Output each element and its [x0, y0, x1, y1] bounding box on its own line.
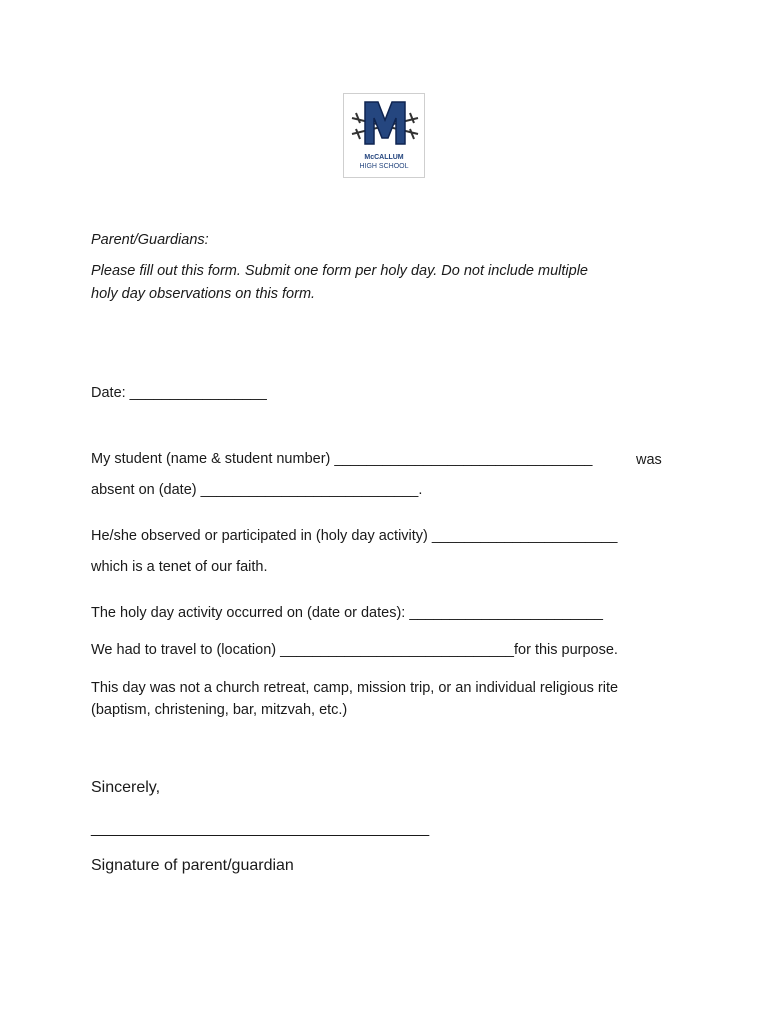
student-line-end: was	[636, 452, 662, 468]
signature-label: Signature of parent/guardian	[91, 857, 294, 874]
sincerely-text: Sincerely,	[91, 779, 161, 796]
signature-field[interactable]: ______________________________________	[91, 820, 430, 837]
holy-day-activity-field[interactable]: He/she observed or participated in (holy day activity) _______________________	[91, 528, 618, 544]
absent-date-field[interactable]: absent on (date) ___________________________.	[91, 482, 423, 498]
not-retreat-line-2: (baptism, christening, bar, mitzvah, etc.)	[91, 702, 348, 718]
instructions-line-1: Please fill out this form. Submit one form per holy day. Do not include multiple	[91, 263, 588, 279]
instructions-line-2: holy day observations on this form.	[91, 286, 316, 302]
logo-school-name: McCALLUM	[364, 154, 404, 161]
greeting: Parent/Guardians:	[91, 232, 209, 248]
occurred-dates-field[interactable]: The holy day activity occurred on (date or dates): ________________________	[91, 605, 603, 621]
school-crest-icon	[348, 98, 422, 146]
not-retreat-line-1: This day was not a church retreat, camp, mission trip, or an individual religious rite	[91, 680, 619, 696]
tenet-text: which is a tenet of our faith.	[91, 559, 268, 575]
logo-school-type: HIGH SCHOOL	[359, 163, 409, 170]
date-field[interactable]: Date: _________________	[91, 385, 267, 401]
student-field[interactable]: My student (name & student number) ________________________________	[91, 451, 593, 467]
travel-location-field[interactable]: We had to travel to (location) _____________________________for this purpose.	[91, 642, 618, 658]
school-logo	[343, 93, 425, 178]
